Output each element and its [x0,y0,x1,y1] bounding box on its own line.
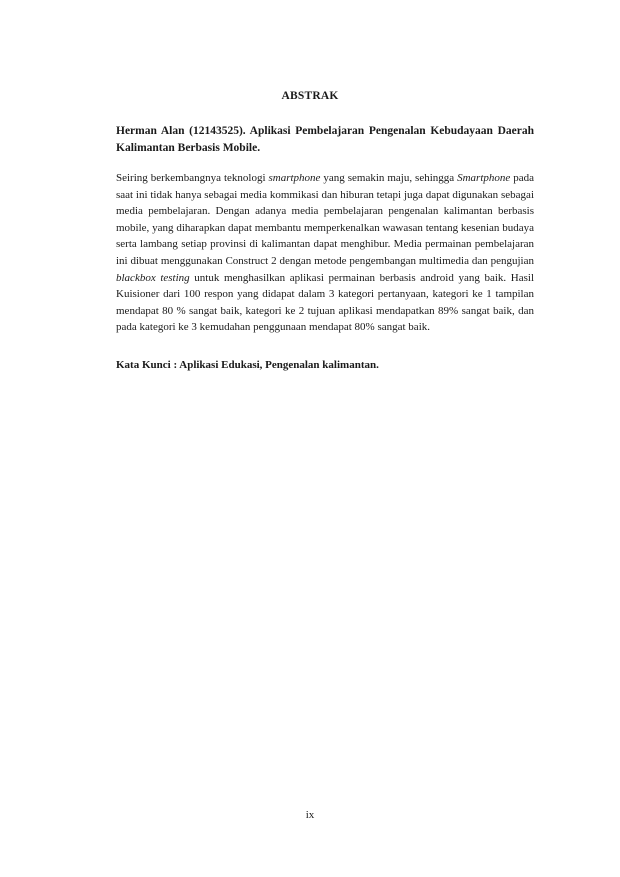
page-title: ABSTRAK [281,90,339,102]
abstract-body [116,170,534,336]
author-citation: Herman Alan (12143525). Aplikasi Pembelajaran Pengenalan Kebudayaan Daerah Kalimantan Berbasis Mobile. [116,125,534,154]
text-segment: Seiring berkembangnya teknologi [116,172,269,184]
text-segment: untuk menghasilkan aplikasi permainan berbasis android yang baik. Hasil Kuisioner dari 100 respon yang didapat dalam 3 kategori pertanyaan, kategori ke 1 tampilan mendapat 80 % sangat baik, kategori ke 2 tujuan aplikasi mendapatkan 89% sangat baik, dan pada kategori ke 3 kemudahan penggunaan mendapat 80% sangat baik. [116,271,534,334]
italic-term: smartphone [268,172,321,184]
italic-term: blackbox testing [116,271,190,284]
keywords: Kata Kunci : Aplikasi Edukasi, Pengenalan kalimantan. [116,359,379,371]
text-segment: yang semakin maju, sehingga [320,172,458,184]
italic-term: Smartphone [457,172,511,184]
text-segment: pada saat ini tidak hanya sebagai media kommikasi dan hiburan tetapi juga dapat digunakan sebagai media pembelajaran. Dengan adanya media pembelajaran pengenalan kalimantan berbasis mobile, yang diharapkan dapat membantu memperkenalkan wawasan tentang kesenian budaya serta lambang setiap provinsi di kalimantan dapat menghibur. Media permainan pembelajaran ini dibuat menggunakan Construct 2 dengan metode pengembangan multimedia dan pengujian [116,172,535,267]
page-number: ix [305,809,315,821]
abstract-paragraph [116,170,534,336]
